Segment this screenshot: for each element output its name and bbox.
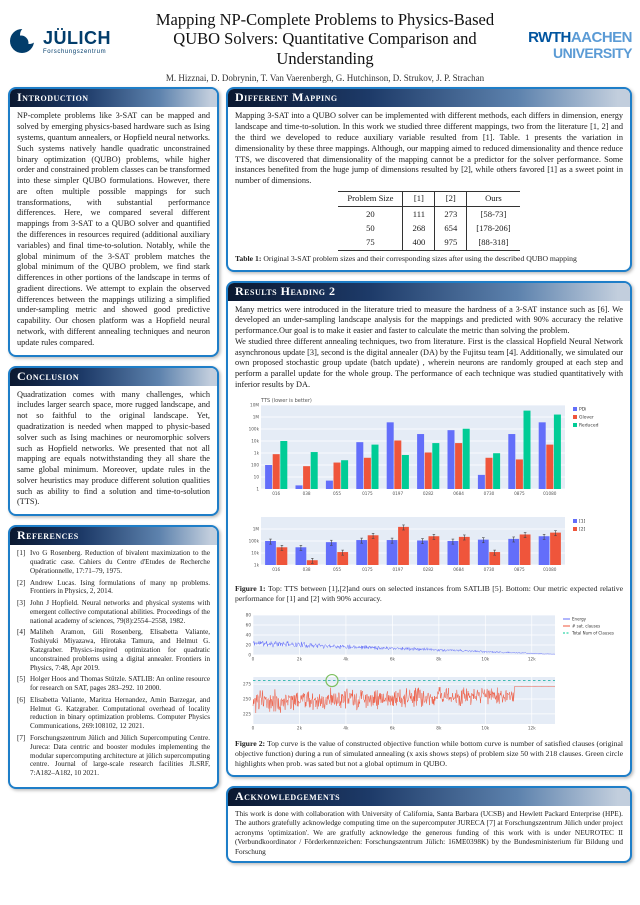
svg-text:100k: 100k bbox=[248, 538, 259, 544]
table-cell: [178-206] bbox=[467, 221, 520, 235]
table-cell: 273 bbox=[435, 207, 467, 222]
mapping-table bbox=[338, 191, 519, 251]
svg-text:0875: 0875 bbox=[514, 490, 525, 496]
svg-text:# sat. clauses: # sat. clauses bbox=[572, 623, 601, 629]
juelich-wordmark: JÜLICH bbox=[43, 27, 112, 48]
svg-text:12k: 12k bbox=[527, 725, 536, 731]
svg-text:1M: 1M bbox=[252, 414, 259, 420]
section-conclusion-title: Conclusion bbox=[10, 368, 217, 386]
poster-header bbox=[8, 4, 632, 83]
rwth-logo bbox=[514, 4, 632, 62]
reference-item: [1] Ivo G Rosenberg. Reduction of bivalent maximization to the quadratic case. Cahiers du Centre d'Etudes de Recherche Opérationnelle, 17:71–79, 1975. bbox=[17, 549, 210, 575]
figure1-caption-text: Top: TTS between [1],[2]and ours on selected instances from SATLIB [5]. Bottom: Our metric expected relative performance for [1] and [2] with 90% accuracy. bbox=[235, 583, 623, 603]
juelich-seal-icon bbox=[8, 26, 38, 56]
svg-text:Total Num of Clauses: Total Num of Clauses bbox=[572, 630, 614, 636]
figure2-caption-text: Top curve is the value of constructed objective function while bottom curve is number of satisfied clauses (original objective function) during a run of simulated annealing (x axis shows steps) of problem size 50 with 218 clauses. Green circle highlights when prob. was sated but not a global optimum in QUBO. bbox=[235, 738, 623, 768]
svg-text:225: 225 bbox=[243, 711, 251, 717]
rwth-wordmark-part1: RWTH bbox=[528, 29, 571, 46]
mapping-table-head bbox=[338, 191, 519, 206]
metric-bar-chart bbox=[235, 513, 625, 581]
svg-text:[1]: [1] bbox=[579, 519, 586, 525]
table-cell: 400 bbox=[403, 235, 435, 250]
svg-text:0875: 0875 bbox=[514, 566, 525, 572]
svg-text:0730: 0730 bbox=[483, 490, 495, 496]
svg-text:0: 0 bbox=[248, 652, 251, 658]
reference-item: [6] Elisabetta Valiante, Maritza Hernandez, Amin Barzegar, and Helmut G. Katzgraber. Computational overhead of locality reduction in binary optimization problems. Computer Physics Communications, 269:108102, 12 2021. bbox=[17, 695, 210, 731]
table-cell: [58-73] bbox=[467, 207, 520, 222]
reference-item: [4] Maliheh Aramon, Gili Rosenberg, Elisabetta Valiante, Toshiyuki Miyazawa, Hirotaka Tamura, and Helmut G. Katzgraber. Physics-inspired optimization for quadratic unconstrained problems using a digital annealer. Frontiers in Physics, 7:48, Apr 2019. bbox=[17, 628, 210, 672]
section-different-mapping bbox=[226, 87, 632, 271]
juelich-logo bbox=[8, 4, 136, 56]
satisfied-clauses-line-chart bbox=[235, 672, 625, 736]
table-cell: 111 bbox=[403, 207, 435, 222]
poster-authors: M. Hizznai, D. Dobrynin, T. Van Vaerenbergh, G. Hutchinson, D. Strukov, J. P. Strachan bbox=[165, 73, 485, 84]
section-results-title: Results Heading 2 bbox=[228, 283, 630, 301]
table-row bbox=[338, 221, 519, 235]
svg-text:4k: 4k bbox=[343, 656, 349, 662]
svg-text:038: 038 bbox=[302, 566, 311, 572]
svg-text:0: 0 bbox=[251, 656, 255, 662]
table-cell: [88-318] bbox=[467, 235, 520, 250]
svg-text:0730: 0730 bbox=[483, 566, 495, 572]
table-column-header: Problem Size bbox=[347, 193, 394, 204]
svg-text:0197: 0197 bbox=[392, 490, 404, 496]
svg-text:016: 016 bbox=[272, 490, 281, 496]
section-references-title: References bbox=[10, 527, 217, 545]
table1-caption-text: Original 3-SAT problem sizes and their corresponding sizes after using the described QUBO mapping bbox=[263, 253, 577, 263]
svg-text:0282: 0282 bbox=[422, 490, 434, 496]
svg-text:0684: 0684 bbox=[453, 490, 464, 496]
reference-item: [2] Andrew Lucas. Ising formulations of many np problems. Frontiers in Physics, 2, 2014. bbox=[17, 578, 210, 596]
references-list bbox=[10, 545, 217, 787]
reference-item: [3] John J Hopfield. Neural networks and physical systems with emergent collective computational abilities. Proceedings of the national academy of sciences, 79(8):2554–2558, 1982. bbox=[17, 599, 210, 625]
svg-text:8k: 8k bbox=[436, 656, 442, 662]
svg-text:100k: 100k bbox=[248, 426, 259, 432]
svg-text:PDi: PDi bbox=[579, 407, 587, 413]
svg-text:055: 055 bbox=[333, 566, 341, 572]
section-conclusion bbox=[8, 366, 219, 517]
table-cell: 654 bbox=[435, 221, 467, 235]
juelich-subtitle: Forschungszentrum bbox=[43, 48, 107, 55]
svg-text:Reduced: Reduced bbox=[579, 423, 599, 429]
reference-item: [7] Forschungszentrum Jülich and Jülich Supercomputing Centre. Jureca: Data centric and booster modules implementing the modular supercomputing architecture at jülich supercomputing centre. Journal of large-scale research facilities JLSRF, 7:A182–A182, 10 2021. bbox=[17, 734, 210, 778]
svg-text:Glover: Glover bbox=[579, 415, 594, 421]
table-row bbox=[338, 207, 519, 222]
mapping-table-body bbox=[338, 207, 519, 251]
section-results-paragraph-2: We studied three different annealing techniques, two from literature. First is the classical Hopfield Neural Network asynchronous update [3], second is the digital annealer (DA) by the Fujitsu team [4]. Additionally, we simulated our own proposed stochastic group update (batch update) , wherein neurons are randomly grouped at each step and perform a parallel update for the whole group. The performance of each technique was studied quantitatively with inferior results by DA. bbox=[235, 336, 623, 390]
table-row bbox=[338, 235, 519, 250]
svg-text:016: 016 bbox=[272, 566, 281, 572]
energy-line-chart bbox=[235, 611, 625, 669]
svg-text:275: 275 bbox=[243, 681, 251, 687]
svg-text:1k: 1k bbox=[253, 562, 259, 568]
section-acknowledgements-title: Acknowledgements bbox=[228, 788, 630, 806]
section-acknowledgements bbox=[226, 786, 632, 863]
svg-text:10: 10 bbox=[253, 474, 259, 480]
section-conclusion-body: Quadratization comes with many challenges, which includes larger search space, more rugged landscape, and not so faithful to the original landscape. Yet, quadratization is needed when mapped to physic-based solver such as Ising machines or neuromorphic solvers such as Hopfield networks. We presented that not all mapping are equals notwithstanding they all share the same global minimum. Moreover, update rules in the solver heuristics may produce different solution qualities such as ability to find a solution and time-to-solution (TTS). bbox=[17, 389, 210, 507]
svg-text:1: 1 bbox=[256, 486, 259, 492]
rwth-wordmark-part2: AACHEN bbox=[570, 29, 632, 46]
section-different-mapping-body: Mapping 3-SAT into a QUBO solver can be implemented with different methods, each differs in dimension, energy landscape and time-to-solution. In this work we studied three different mappings, two from the literature [1, 2] and the third we developed to reduce auxiliary variable resulted from [1]. Table. 1 presents the variation in dimensionality by these three mappings. Although, our mapping aimed to reduced dimensionality and thence reduce TTS, we discovered that dimensionality of the mapping cannot be a predictor for the solver performance. Some instances benefited from the huge jump of dimensions resulted by [2], while others favored [1] as a sweet point in number of dimensions. bbox=[235, 111, 623, 186]
table-cell: 975 bbox=[435, 235, 467, 250]
svg-text:40: 40 bbox=[245, 632, 251, 638]
svg-text:10k: 10k bbox=[481, 725, 490, 731]
section-different-mapping-title: Different Mapping bbox=[228, 89, 630, 107]
table-cell: 75 bbox=[366, 236, 375, 247]
figure1-caption bbox=[235, 584, 623, 604]
svg-text:2k: 2k bbox=[296, 725, 303, 731]
table-cell: 20 bbox=[366, 208, 375, 219]
svg-text:TTS (lower is better): TTS (lower is better) bbox=[261, 397, 312, 404]
section-introduction-body: NP-complete problems like 3-SAT can be mapped and solved by emerging physics-based hardware such as Ising systems, quantum annealers, or Hopfield neural networks. Such systems natively handle quadratic unconstrained binary optimization (QUBO) problems, while higher order and constrained problem classes can be transformed into these simpler QUBO formulations. However, there are often multiple possible mappings for such transformations, with substantial performance differences. Here, we compared several different mappings from 3-SAT to a QUBO solver and quantified the differences in resources required (additional auxiliary variables) and final time-to-solution. Notably, while the global minimum of the 3-SAT problem matches the global minimum of the QUBO problem, we find stark differences in other portions of the landscape in terms of gradient directions. We attempt to explain the observed differences between the mappings utilizing a simplified under-sampling metric and showed good predictive capability. Our chosen platform was a Hopfield neural network, with different annealing techniques and neuron update rules compared. bbox=[17, 111, 210, 347]
tts-bar-chart bbox=[235, 395, 625, 509]
svg-text:10M: 10M bbox=[250, 402, 259, 408]
table-column-header: [2] bbox=[435, 191, 467, 206]
figure2-caption-label: Figure 2: bbox=[235, 738, 266, 748]
svg-text:6k: 6k bbox=[389, 656, 395, 662]
svg-text:60: 60 bbox=[245, 622, 251, 628]
svg-text:12k: 12k bbox=[527, 656, 536, 662]
table1-caption bbox=[235, 254, 623, 264]
svg-text:0175: 0175 bbox=[362, 566, 373, 572]
table-cell: 268 bbox=[403, 221, 435, 235]
svg-text:20: 20 bbox=[245, 642, 251, 648]
svg-text:0684: 0684 bbox=[453, 566, 464, 572]
svg-text:0175: 0175 bbox=[362, 490, 373, 496]
svg-text:10k: 10k bbox=[251, 438, 259, 444]
reference-item: [5] Holger Hoos and Thomas Stützle. SATLIB: An online resource for research on SAT, pages 283–292. 10 2000. bbox=[17, 675, 210, 693]
svg-text:1M: 1M bbox=[252, 526, 259, 532]
section-introduction-title: Introduction bbox=[10, 89, 217, 107]
table-column-header: [1] bbox=[403, 191, 435, 206]
table-column-header: Ours bbox=[467, 191, 520, 206]
svg-text:038: 038 bbox=[302, 490, 311, 496]
svg-text:2k: 2k bbox=[296, 656, 303, 662]
svg-text:10k: 10k bbox=[481, 656, 490, 662]
svg-text:10k: 10k bbox=[251, 550, 259, 556]
section-results-paragraph-1: Many metrics were introduced in the literature tried to measure the hardness of a 3-SAT instance such as [6]. We developed an under-sampling landscape analysis for the mappings and predicted with 90% accuracy the relative performance.Our goal is to make it easier and faster to calculate the metric than solving the problem. bbox=[235, 304, 623, 336]
table-cell: 50 bbox=[366, 222, 375, 233]
section-references bbox=[8, 525, 219, 789]
svg-text:01080: 01080 bbox=[543, 566, 557, 572]
figure1-caption-label: Figure 1: bbox=[235, 583, 266, 593]
table1-caption-label: Table 1: bbox=[235, 253, 262, 263]
svg-text:8k: 8k bbox=[436, 725, 442, 731]
rwth-wordmark-part3: UNIVERSITY bbox=[552, 45, 632, 61]
svg-text:100: 100 bbox=[251, 462, 259, 468]
svg-text:01080: 01080 bbox=[543, 490, 557, 496]
svg-text:055: 055 bbox=[333, 490, 341, 496]
svg-text:[2]: [2] bbox=[579, 527, 586, 533]
svg-text:80: 80 bbox=[245, 612, 251, 618]
svg-text:4k: 4k bbox=[343, 725, 349, 731]
section-introduction bbox=[8, 87, 219, 356]
svg-text:0197: 0197 bbox=[392, 566, 404, 572]
svg-text:6k: 6k bbox=[389, 725, 395, 731]
svg-text:1k: 1k bbox=[253, 450, 259, 456]
svg-text:0282: 0282 bbox=[422, 566, 434, 572]
section-acknowledgements-body: This work is done with collaboration with University of California, Santa Barbara (UCSB) and Hewlett Packard Enterprise (HPE). The authors gratefully acknowledge computing time on the supercomputer JURECA [7] at Forschungszentrum Jülich under project acronyms 'optimization'. We are gratfully acknowledge the generous funding of this work with is under NEUROTEC II (Verbundkoordinator / Förderkennzeichen: Forschungszentrum Jülich: 16ME0398K) by the Bundesministerium für Bildung und Forschung bbox=[235, 808, 623, 856]
section-results bbox=[226, 281, 632, 777]
svg-text:Energy: Energy bbox=[572, 616, 587, 622]
figure2-caption bbox=[235, 739, 623, 769]
poster-title: Mapping NP-Complete Problems to Physics-Based QUBO Solvers: Quantitative Comparison and Understanding bbox=[155, 10, 495, 68]
svg-text:0: 0 bbox=[251, 725, 255, 731]
svg-text:250: 250 bbox=[243, 696, 251, 702]
